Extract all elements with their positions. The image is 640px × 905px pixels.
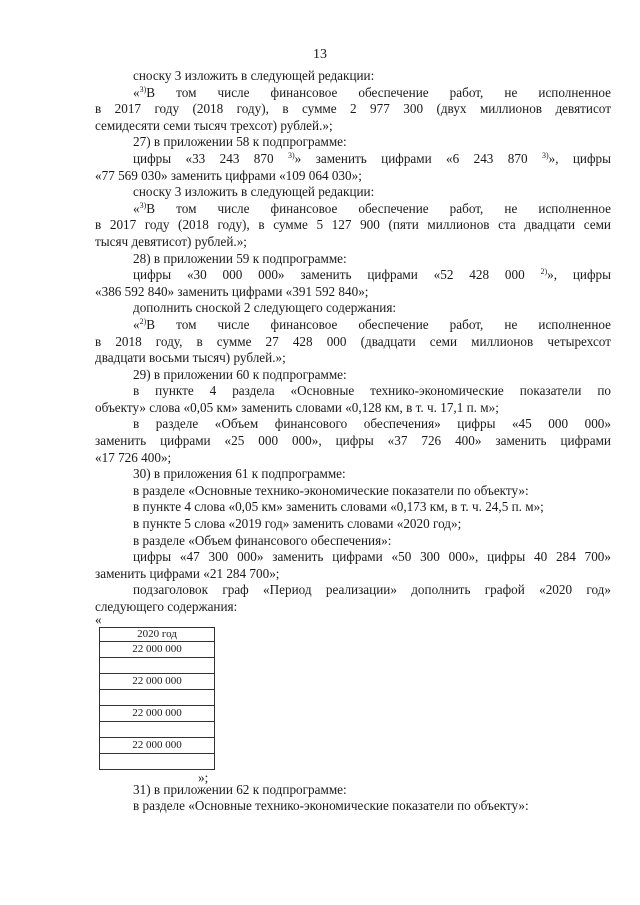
paragraph-line: в разделе «Объем финансового обеспечения»: <box>133 532 392 548</box>
table-cell: 22 000 000 <box>100 737 215 753</box>
table-cell: 22 000 000 <box>100 673 215 689</box>
text-run: », цифры <box>548 150 611 166</box>
page-number: 13 <box>313 47 327 62</box>
paragraph-line: подзаголовок граф «Период реализации» дополнить графой «2020 год» <box>133 582 611 598</box>
paragraph-line: «17 726 400»; <box>95 449 172 465</box>
paragraph-line: в 2017 году (2018 году), в сумме 2 977 300 (двух миллионов девятисот <box>95 101 611 117</box>
text-run: « <box>133 84 140 100</box>
footnote-mark: 3) <box>541 150 549 160</box>
paragraph-line: «386 592 840» заменить цифрами «391 592 840»; <box>95 283 369 299</box>
paragraph-line: объекту» слова «0,05 км» заменить словами «0,128 км, в т. ч. 17,1 п. м»; <box>95 399 499 415</box>
paragraph-line: двадцати восьми тысяч) рублей.»; <box>95 350 286 366</box>
closing-quote: »; <box>198 769 209 785</box>
opening-quote: « <box>95 611 102 627</box>
text-run: » заменить цифрами «6 243 870 <box>294 150 542 166</box>
paragraph-line <box>95 151 611 168</box>
paragraph-line <box>95 317 611 334</box>
document-body <box>95 68 611 815</box>
paragraph-line: в пункте 4 раздела «Основные технико-экономические показатели по <box>133 383 611 399</box>
paragraph-line: заменить цифрами «21 284 700»; <box>95 565 280 581</box>
paragraph-line: 30) в приложения 61 к подпрограмме: <box>133 466 346 482</box>
text-run: « <box>133 316 140 332</box>
paragraph-line: дополнить сноской 2 следующего содержания: <box>133 300 397 316</box>
paragraph-line: в разделе «Объем финансового обеспечения» цифры «45 000 000» <box>133 416 611 432</box>
paragraph-line <box>95 201 611 218</box>
table-cell <box>100 689 215 705</box>
paragraph-line: в пункте 5 слова «2019 год» заменить словами «2020 год»; <box>133 516 462 532</box>
footnote-mark: 3) <box>139 200 147 210</box>
period-table <box>99 627 215 770</box>
paragraph-line: семидесяти семи тысяч трехсот) рублей.»; <box>95 117 333 133</box>
footnote-mark: 3) <box>287 150 295 160</box>
table-cell <box>100 753 215 769</box>
footnote-mark: 2) <box>139 316 147 326</box>
paragraph-line: в разделе «Основные технико-экономические показатели по объекту»: <box>133 482 529 498</box>
table-header-cell: 2020 год <box>100 627 215 641</box>
paragraph-line: в 2018 году, в сумме 27 428 000 (двадцати семи миллионов четырехсот <box>95 333 611 349</box>
paragraph-line: в разделе «Основные технико-экономические показатели по объекту»: <box>133 798 529 814</box>
paragraph-line: 31) в приложении 62 к подпрограмме: <box>133 781 347 797</box>
paragraph-line: сноску 3 изложить в следующей редакции: <box>133 184 375 200</box>
text-run: В том числе финансовое обеспечение работ, не исполненное <box>146 200 611 216</box>
table-cell <box>100 721 215 737</box>
text-run: », цифры <box>547 267 611 283</box>
paragraph-line: 28) в приложении 59 к подпрограмме: <box>133 250 347 266</box>
text-run: « <box>133 200 140 216</box>
paragraph-line: в 2017 году (2018 году), в сумме 5 127 900 (пяти миллионов ста двадцати семи <box>95 217 611 233</box>
paragraph-line: 29) в приложении 60 к подпрограмме: <box>133 366 347 382</box>
paragraph-line: тысяч девятисот) рублей.»; <box>95 233 247 249</box>
paragraph-line: заменить цифрами «25 000 000», цифры «37 726 400» заменить цифрами <box>95 433 611 449</box>
paragraph-line: в пункте 4 слова «0,05 км» заменить словами «0,173 км, в т. ч. 24,5 п. м»; <box>133 499 544 515</box>
paragraph-line: сноску 3 изложить в следующей редакции: <box>133 68 375 83</box>
text-run: цифры «33 243 870 <box>133 150 288 166</box>
footnote-mark: 3) <box>139 84 147 94</box>
paragraph-line <box>95 267 611 284</box>
table-cell <box>100 657 215 673</box>
footnote-mark: 2) <box>540 267 548 277</box>
table-cell: 22 000 000 <box>100 641 215 657</box>
inserted-table-block <box>95 611 611 785</box>
text-run: В том числе финансовое обеспечение работ, не исполненное <box>146 316 611 332</box>
table-cell: 22 000 000 <box>100 705 215 721</box>
paragraph-line <box>95 85 611 102</box>
text-run: В том числе финансовое обеспечение работ, не исполненное <box>146 84 611 100</box>
paragraph-line: «77 569 030» заменить цифрами «109 064 030»; <box>95 167 362 183</box>
text-run: цифры «30 000 000» заменить цифрами «52 428 000 <box>133 267 541 283</box>
paragraph-line: цифры «47 300 000» заменить цифрами «50 300 000», цифры 40 284 700» <box>133 549 611 565</box>
paragraph-line: 27) в приложении 58 к подпрограмме: <box>133 134 347 150</box>
paragraph-line: следующего содержания: <box>95 599 238 614</box>
